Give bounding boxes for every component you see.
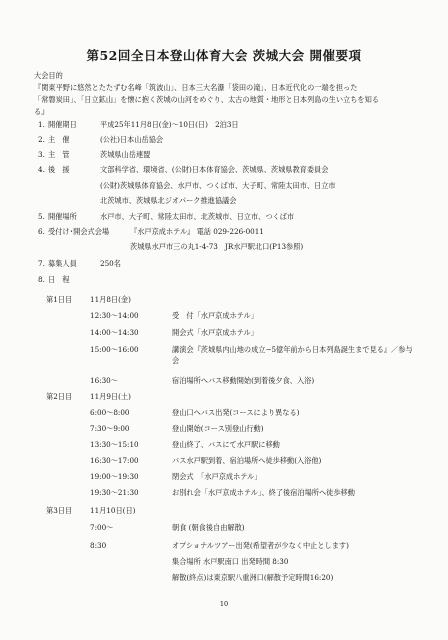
item-value: 平成25年11月8日(金)〜10日(日) 2泊3日 <box>100 120 239 129</box>
page-title: 第52回全日本登山体育大会 茨城大会 開催要項 <box>86 48 362 63</box>
schedule-event: 解散(終点)は東京駅八重洲口(解散予定時間16:20) <box>172 573 334 582</box>
schedule-time: 16:30〜 <box>90 376 118 385</box>
schedule-time: 7:00〜 <box>90 523 114 532</box>
item-number: 8. <box>38 275 45 284</box>
schedule-time: 14:00〜14:30 <box>90 328 139 337</box>
item-label: 主 管 <box>48 150 70 159</box>
day-label: 第2日目 <box>46 392 73 401</box>
item-label: 開催期日 <box>48 120 77 129</box>
schedule-event: バス水戸駅到着、宿泊場所へ徒歩移動(入浴他) <box>172 456 322 465</box>
schedule-event: 集合場所 水戸駅南口 出発時間 8:30 <box>172 557 289 566</box>
item-label: 募集人員 <box>48 259 77 268</box>
schedule-time: 13:30〜15:10 <box>90 440 139 449</box>
day-date: 11月10日(日) <box>90 506 136 515</box>
schedule-event: 登山開始(コース別登山行動) <box>172 424 264 433</box>
item-value: 茨城県水戸市三の丸1-4-73 JR水戸駅北口(P13参照) <box>130 242 304 251</box>
day-date: 11月8日(金) <box>90 295 131 304</box>
schedule-time: 16:30〜17:00 <box>90 456 139 465</box>
schedule-event: 登山終了、バスにて水戸駅に移動 <box>172 440 280 449</box>
purpose-line: 『関東平野に悠然とたたずむ名峰「筑波山」、日本三大名瀑「袋田の滝」、日本近代化の一端を担った <box>34 83 358 92</box>
schedule-event: お別れ会「水戸京成ホテル」、終了後宿泊場所へ徒歩移動 <box>172 488 355 497</box>
item-number: 5. <box>38 212 45 221</box>
schedule-time: 19:30〜21:30 <box>90 488 139 497</box>
item-value: 『水戸京成ホテル』 電話 029-226-0011 <box>130 227 264 236</box>
schedule-time: 15:00〜16:00 <box>90 345 139 354</box>
item-value: 茨城県山岳連盟 <box>100 150 151 159</box>
item-label: 主 催 <box>48 135 70 144</box>
schedule-event: 登山口へバス出発(コースにより異なる) <box>172 408 300 417</box>
day-date: 11月9日(土) <box>90 392 131 401</box>
item-number: 7. <box>38 259 45 268</box>
schedule-event: オプショナルツアー出発(希望者が少なく中止とします) <box>172 541 349 550</box>
purpose-section <box>34 70 420 118</box>
item-label: 受付け･開会式会場 <box>48 227 110 236</box>
item-label: 開催場所 <box>48 212 77 221</box>
item-value: 水戸市、大子町、常陸太田市、北茨城市、日立市、つくば市 <box>100 212 295 221</box>
item-value: (公財)茨城県体育協会、水戸市、つくば市、大子町、常陸太田市、日立市 <box>100 181 336 190</box>
schedule-time: 19:00〜19:30 <box>90 472 139 481</box>
item-value: 北茨城市、茨城県北ジオパーク推進協議会 <box>100 196 237 205</box>
day-label: 第1日目 <box>46 295 73 304</box>
schedule-event: 朝食 (朝食後自由解散) <box>172 523 245 532</box>
schedule-event: 閉会式 「水戸京成ホテル」 <box>172 472 262 481</box>
item-number: 2. <box>38 135 45 144</box>
item-label: 日 程 <box>48 275 70 284</box>
item-value: 文部科学省、環境省、(公財)日本体育協会、茨城県、茨城県教育委員会 <box>100 165 329 174</box>
purpose-line: 「常磐炭田」、「日立鉱山」を懐に抱く茨城の山河をめぐり、太古の地質・地形と日本列島の生い立ちを知る <box>34 95 379 104</box>
item-number: 4. <box>38 165 45 174</box>
purpose-heading: 大会目的 <box>34 71 63 80</box>
schedule-time: 7:30〜9:00 <box>90 424 130 433</box>
schedule-event: 開会式「水戸京成ホテル」 <box>172 328 258 337</box>
schedule-time: 6:00〜8:00 <box>90 408 130 417</box>
item-number: 1. <box>38 120 45 129</box>
item-number: 6. <box>38 227 45 236</box>
schedule-time: 8:30 <box>90 541 107 550</box>
day-label: 第3日目 <box>46 506 73 515</box>
item-value: 250名 <box>100 259 121 268</box>
item-value: (公社)日本山岳協会 <box>100 135 164 144</box>
item-label: 後 援 <box>48 165 70 174</box>
page-number: 10 <box>219 600 229 608</box>
purpose-line: る』 <box>34 107 49 116</box>
schedule-time: 12:30〜14:00 <box>90 311 139 320</box>
schedule-event: 講演会『茨城県内山地の成立−5億年前から日本列島誕生まで見る』／参与会 <box>172 345 413 365</box>
item-number: 3. <box>38 150 45 159</box>
schedule-event: 受 付「水戸京成ホテル」 <box>172 311 258 320</box>
schedule-event: 宿泊場所へバス移動開始(到着後夕食、入浴) <box>172 376 315 385</box>
